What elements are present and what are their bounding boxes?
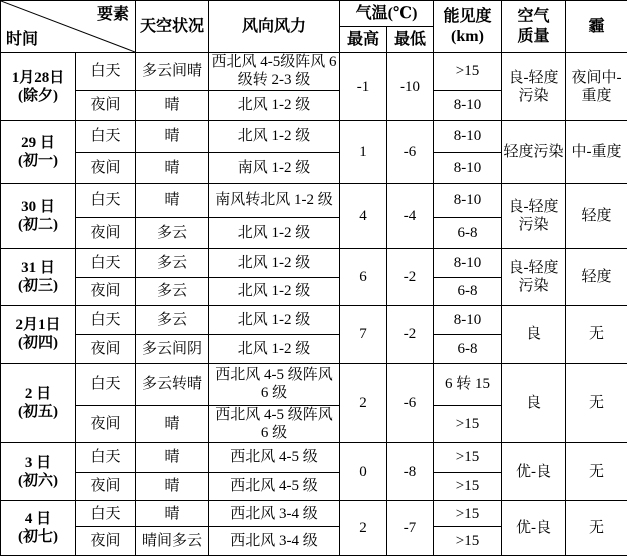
wind-night: 北风 1-2 级: [209, 217, 340, 249]
table-row: [1, 121, 627, 153]
period-day-label: 白天: [76, 363, 136, 405]
wind-night: 北风 1-2 级: [209, 335, 340, 363]
sky-night: 多云间阴: [136, 335, 209, 363]
wind-day: 北风 1-2 级: [209, 121, 340, 153]
wind-day: 西北风 4-5 级: [209, 443, 340, 472]
lunar-label: (初五): [18, 404, 58, 420]
air-quality: 轻度污染: [502, 121, 566, 184]
haze: 无: [566, 305, 627, 363]
visibility-night: 6-8: [434, 217, 502, 249]
sky-day: 晴: [136, 443, 209, 472]
visibility-day: 8-10: [434, 121, 502, 153]
wind-day: 西北风 4-5 级阵风 6 级: [209, 363, 340, 405]
date-cell: [1, 501, 76, 556]
period-night-label: 夜间: [76, 217, 136, 249]
header-elements-label: 要素: [96, 6, 129, 23]
sky-night: 晴: [136, 90, 209, 120]
header-sky: 天空状况: [136, 1, 209, 53]
date-cell: [1, 305, 76, 363]
air-quality: 优-良: [502, 501, 566, 556]
table-row: [1, 501, 627, 527]
date-label: 29 日: [21, 135, 55, 152]
wind-night: 西北风 3-4 级: [209, 527, 340, 556]
forecast-body: [1, 53, 627, 556]
period-day-label: 白天: [76, 121, 136, 153]
date-label: 1月28日: [11, 69, 65, 86]
temp-high: 7: [340, 305, 387, 363]
lunar-label: (初七): [18, 529, 58, 545]
period-day-label: 白天: [76, 501, 136, 527]
haze: 中-重度: [566, 121, 627, 184]
wind-day: 西北风 4-5级阵风 6级转 2-3 级: [209, 53, 340, 91]
table-row: [1, 305, 627, 334]
period-day-label: 白天: [76, 184, 136, 218]
header-time-label: 时间: [6, 30, 39, 48]
table-row: [1, 53, 627, 91]
sky-night: 晴: [136, 152, 209, 184]
table-row: [1, 363, 627, 405]
table-row: [1, 443, 627, 472]
period-night-label: 夜间: [76, 152, 136, 184]
header-temp-low: 最低: [387, 27, 434, 53]
table-row: [1, 184, 627, 218]
wind-night: 西北风 4-5 级阵风 6 级: [209, 405, 340, 443]
wind-night: 南风 1-2 级: [209, 152, 340, 184]
wind-night: 北风 1-2 级: [209, 90, 340, 120]
date-cell: [1, 443, 76, 501]
air-quality: 良-轻度污染: [502, 53, 566, 121]
header-visibility: [434, 1, 502, 53]
visibility-night: >15: [434, 405, 502, 443]
visibility-night: 8-10: [434, 152, 502, 184]
sky-night: 多云: [136, 277, 209, 305]
wind-day: 南风转北风 1-2 级: [209, 184, 340, 218]
header-air-line2: 质量: [517, 27, 550, 45]
date-cell: [1, 363, 76, 442]
haze: 轻度: [566, 184, 627, 249]
visibility-day: 8-10: [434, 305, 502, 334]
period-day-label: 白天: [76, 443, 136, 472]
visibility-night: >15: [434, 527, 502, 556]
header-corner-cell: [1, 1, 136, 53]
period-day-label: 白天: [76, 305, 136, 334]
lunar-label: (初一): [18, 153, 58, 170]
lunar-label: (初四): [18, 335, 58, 352]
wind-night: 西北风 4-5 级: [209, 472, 340, 500]
header-temp: 气温(℃): [340, 1, 434, 27]
visibility-day: >15: [434, 443, 502, 472]
wind-day: 西北风 3-4 级: [209, 501, 340, 527]
period-night-label: 夜间: [76, 527, 136, 556]
temp-high: 1: [340, 121, 387, 184]
haze: 无: [566, 363, 627, 442]
haze: 无: [566, 443, 627, 501]
header-air-line1: 空气: [517, 8, 550, 26]
date-cell: [1, 121, 76, 184]
sky-night: 晴: [136, 405, 209, 443]
visibility-day: >15: [434, 501, 502, 527]
date-label: 30 日: [21, 199, 55, 216]
temp-low: -2: [387, 249, 434, 306]
temp-low: -8: [387, 443, 434, 501]
wind-day: 北风 1-2 级: [209, 305, 340, 334]
period-day-label: 白天: [76, 53, 136, 91]
period-night-label: 夜间: [76, 472, 136, 500]
air-quality: 良: [502, 305, 566, 363]
header-haze: 霾: [566, 1, 627, 53]
temp-high: 4: [340, 184, 387, 249]
visibility-night: >15: [434, 472, 502, 500]
temp-low: -6: [387, 121, 434, 184]
sky-day: 多云: [136, 305, 209, 334]
air-quality: 良-轻度污染: [502, 249, 566, 306]
header-air-quality: [502, 1, 566, 53]
sky-day: 晴: [136, 121, 209, 153]
date-label: 3 日: [24, 454, 52, 471]
sky-night: 晴: [136, 472, 209, 500]
temp-low: -6: [387, 363, 434, 442]
haze: 夜间中-重度: [566, 53, 627, 121]
period-day-label: 白天: [76, 249, 136, 277]
temp-high: 6: [340, 249, 387, 306]
period-night-label: 夜间: [76, 405, 136, 443]
date-cell: [1, 249, 76, 306]
sky-day: 多云: [136, 249, 209, 277]
lunar-label: (初二): [18, 217, 58, 234]
lunar-label: (初六): [18, 472, 58, 489]
visibility-night: 8-10: [434, 90, 502, 120]
date-label: 31 日: [21, 260, 55, 277]
date-label: 4 日: [24, 511, 52, 527]
wind-day: 北风 1-2 级: [209, 249, 340, 277]
temp-high: 0: [340, 443, 387, 501]
temp-low: -4: [387, 184, 434, 249]
temp-low: -2: [387, 305, 434, 363]
temp-high: -1: [340, 53, 387, 121]
sky-day: 多云间晴: [136, 53, 209, 91]
visibility-day: >15: [434, 53, 502, 91]
header-visibility-unit: (km): [451, 27, 484, 45]
sky-day: 晴: [136, 501, 209, 527]
temp-low: -10: [387, 53, 434, 121]
wind-night: 北风 1-2 级: [209, 277, 340, 305]
table-row: [1, 249, 627, 277]
date-cell: [1, 53, 76, 121]
header-temp-high: 最高: [340, 27, 387, 53]
sky-night: 多云: [136, 217, 209, 249]
lunar-label: (除夕): [18, 87, 58, 104]
visibility-day: 8-10: [434, 184, 502, 218]
header-wind: 风向风力: [209, 1, 340, 53]
air-quality: 良-轻度污染: [502, 184, 566, 249]
period-night-label: 夜间: [76, 277, 136, 305]
visibility-night: 6-8: [434, 335, 502, 363]
date-cell: [1, 184, 76, 249]
sky-day: 多云转晴: [136, 363, 209, 405]
visibility-day: 6 转 15: [434, 363, 502, 405]
haze: 轻度: [566, 249, 627, 306]
date-label: 2月1日: [15, 317, 61, 334]
visibility-night: 6-8: [434, 277, 502, 305]
temp-low: -7: [387, 501, 434, 556]
sky-night: 晴间多云: [136, 527, 209, 556]
date-label: 2 日: [24, 386, 52, 402]
air-quality: 优-良: [502, 443, 566, 501]
sky-day: 晴: [136, 184, 209, 218]
air-quality: 良: [502, 363, 566, 442]
lunar-label: (初三): [18, 278, 58, 295]
period-night-label: 夜间: [76, 335, 136, 363]
temp-high: 2: [340, 501, 387, 556]
visibility-day: 8-10: [434, 249, 502, 277]
period-night-label: 夜间: [76, 90, 136, 120]
temp-high: 2: [340, 363, 387, 442]
haze: 无: [566, 501, 627, 556]
header-visibility-label: 能见度: [443, 8, 492, 26]
